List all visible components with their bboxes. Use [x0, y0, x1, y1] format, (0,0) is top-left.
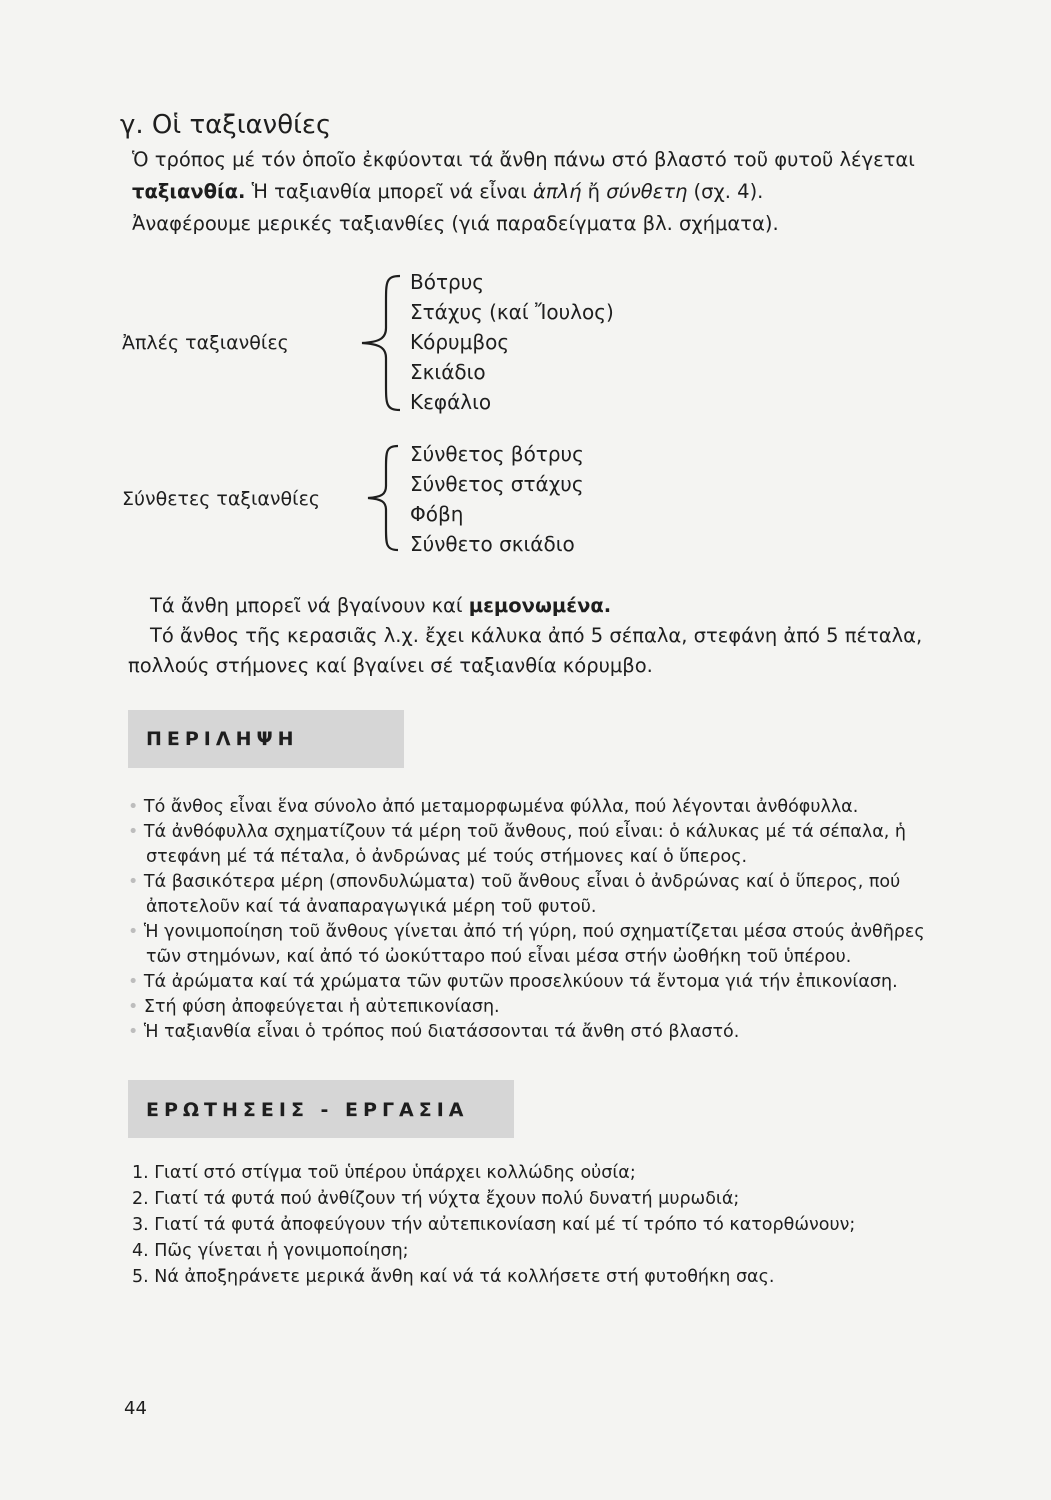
- question-item: 3. Γιατί τά φυτά ἀποφεύγουν τήν αὐτεπικονίαση καί μέ τί τρόπο τό κατορθώνουν;: [132, 1215, 856, 1235]
- simple-label: Ἀπλές ταξιανθίες: [122, 332, 289, 354]
- question-item: 2. Γιατί τά φυτά πού ἀνθίζουν τή νύχτα ἔχουν πολύ δυνατή μυρωδιά;: [132, 1189, 740, 1209]
- question-item: 5. Νά ἀποξηράνετε μερικά ἄνθη καί νά τά κολλήσετε στή φυτοθήκη σας.: [132, 1267, 775, 1287]
- summary-line: στεφάνη μέ τά πέταλα, ὁ ἀνδρώνας μέ τούς στήμονες καί ὁ ὕπερος.: [146, 847, 748, 867]
- simple-item: Κόρυμβος: [410, 330, 510, 354]
- question-item: 4. Πῶς γίνεται ἡ γονιμοποίηση;: [132, 1241, 409, 1261]
- term-taxianthia: ταξιανθία.: [132, 180, 246, 203]
- simple-item: Στάχυς (καί Ἴουλος): [410, 300, 614, 324]
- summary-line: ἀποτελοῦν καί τά ἀναπαραγωγικά μέρη τοῦ φυτοῦ.: [146, 897, 597, 917]
- intro-line-1: Ὁ τρόπος μέ τόν ὁποῖο ἐκφύονται τά ἄνθη πάνω στό βλαστό τοῦ φυτοῦ λέγεται: [132, 148, 915, 171]
- compound-item: Σύνθετος βότρυς: [410, 442, 584, 466]
- intro-line-2: ταξιανθία. Ἡ ταξιανθία μπορεῖ νά εἶναι ἁπλή ἤ σύνθετη (σχ. 4).: [132, 180, 764, 203]
- compound-brace: [362, 442, 402, 554]
- summary-line: • Ἡ γονιμοποίηση τοῦ ἄνθους γίνεται ἀπό τή γύρη, πού σχηματίζεται μέσα στούς ἀνθῆρες: [128, 922, 925, 942]
- summary-line: τῶν στημόνων, καί ἀπό τό ὠοκύτταρο πού εἶναι μέσα στήν ὠοθήκη τοῦ ὑπέρου.: [146, 947, 852, 967]
- summary-line: • Τά ἀνθόφυλλα σχηματίζουν τά μέρη τοῦ ἄνθους, πού εἶναι: ὁ κάλυκας μέ τά σέπαλα, ἡ: [128, 822, 906, 842]
- summary-line: • Ἡ ταξιανθία εἶναι ὁ τρόπος πού διατάσσονται τά ἄνθη στό βλαστό.: [128, 1022, 740, 1042]
- simple-brace: [356, 272, 404, 414]
- section-title: γ. Οἱ ταξιανθίες: [120, 110, 332, 140]
- compound-label: Σύνθετες ταξιανθίες: [122, 488, 321, 510]
- term-compound: σύνθετη: [606, 180, 688, 203]
- term-solitary: μεμονωμένα.: [468, 594, 612, 617]
- summary-line: • Στή φύση ἀποφεύγεται ἡ αὐτεπικονίαση.: [128, 997, 500, 1017]
- intro-line-3: Ἀναφέρουμε μερικές ταξιανθίες (γιά παραδείγματα βλ. σχήματα).: [132, 212, 779, 235]
- summary-line: • Τά ἀρώματα καί τά χρώματα τῶν φυτῶν προσελκύουν τά ἔντομα γιά τήν ἐπικονίαση.: [128, 972, 898, 992]
- summary-line: • Τό ἄνθος εἶναι ἕνα σύνολο ἀπό μεταμορφωμένα φύλλα, πού λέγονται ἀνθόφυλλα.: [128, 797, 859, 817]
- question-item: 1. Γιατί στό στίγμα τοῦ ὑπέρου ὑπάρχει κολλώδης οὐσία;: [132, 1163, 636, 1183]
- page-number: 44: [124, 1398, 147, 1419]
- compound-item: Φόβη: [410, 502, 464, 526]
- simple-item: Κεφάλιο: [410, 390, 492, 414]
- simple-item: Βότρυς: [410, 270, 485, 294]
- summary-line: • Τά βασικότερα μέρη (σπονδυλώματα) τοῦ ἄνθους εἶναι ὁ ἀνδρώνας καί ὁ ὕπερος, πού: [128, 872, 901, 892]
- compound-item: Σύνθετο σκιάδιο: [410, 532, 575, 556]
- solitary-line-3: πολλούς στήμονες καί βγαίνει σέ ταξιανθία κόρυμβο.: [128, 654, 653, 677]
- term-simple: ἁπλή: [532, 180, 582, 203]
- simple-item: Σκιάδιο: [410, 360, 486, 384]
- questions-heading: ΕΡΩΤΗΣΕΙΣ - ΕΡΓΑΣΙΑ: [146, 1099, 469, 1121]
- solitary-line-2: Τό ἄνθος τῆς κερασιᾶς λ.χ. ἔχει κάλυκα ἀπό 5 σέπαλα, στεφάνη ἀπό 5 πέταλα,: [150, 624, 923, 647]
- summary-heading: ΠΕΡΙΛΗΨΗ: [146, 728, 299, 750]
- solitary-line-1: Τά ἄνθη μπορεῖ νά βγαίνουν καί μεμονωμένα.: [150, 594, 612, 617]
- compound-item: Σύνθετος στάχυς: [410, 472, 584, 496]
